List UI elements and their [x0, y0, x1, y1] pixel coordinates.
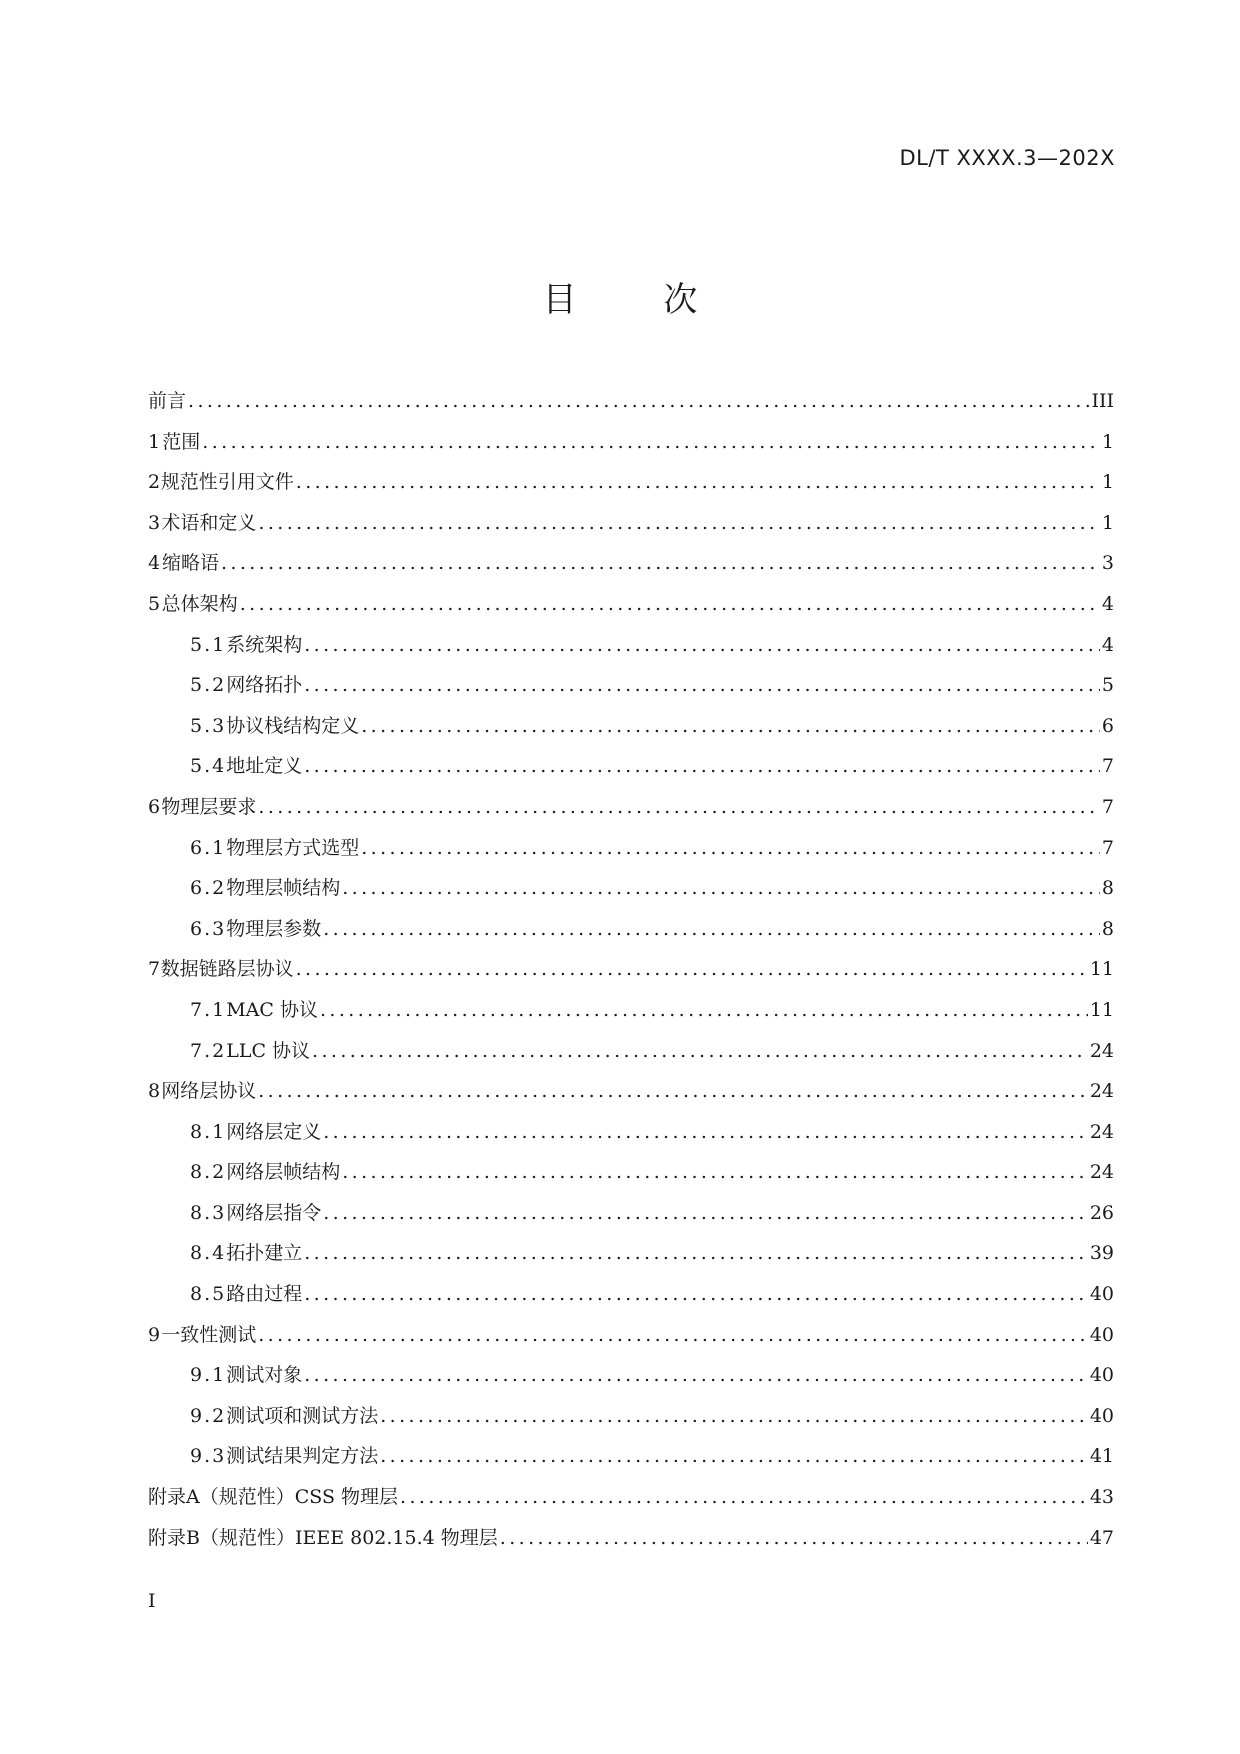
toc-dot-leader: [202, 422, 1100, 463]
toc-entry-number: 9: [148, 1323, 161, 1346]
document-code: DL/T XXXX.3—202X: [899, 146, 1115, 170]
toc-entry-number: 2: [148, 471, 161, 494]
toc-entry-number: 8.4: [190, 1242, 227, 1265]
toc-entry-number: 7.2: [190, 1039, 227, 1062]
table-of-contents: [148, 381, 1114, 1558]
toc-entry-number: 6.1: [190, 836, 227, 859]
toc-entry-number: 6: [148, 795, 161, 818]
toc-dot-leader: [296, 462, 1100, 503]
toc-entry-page: 7: [1101, 836, 1114, 859]
toc-entry-label: 物理层参数: [226, 917, 322, 940]
toc-entry-page: 41: [1089, 1445, 1114, 1468]
toc-dot-leader: [361, 828, 1100, 869]
toc-entry-label: 物理层帧结构: [226, 877, 341, 900]
toc-entry-page: 3: [1101, 552, 1114, 575]
toc-entry-page: 1: [1101, 511, 1114, 534]
toc-entry[interactable]: [148, 787, 1114, 828]
toc-entry-number: 8.1: [190, 1120, 227, 1143]
toc-entry-label: 总体架构: [161, 592, 238, 615]
toc-dot-leader: [380, 1436, 1088, 1477]
toc-entry-number: 9.3: [190, 1445, 227, 1468]
toc-entry-label: LLC 协议: [226, 1039, 311, 1062]
toc-entry[interactable]: [148, 1112, 1114, 1153]
toc-entry[interactable]: [148, 381, 1114, 422]
toc-entry-page: 40: [1089, 1404, 1114, 1427]
toc-dot-leader: [380, 1396, 1088, 1437]
toc-entry-number: 5: [148, 592, 161, 615]
toc-dot-leader: [323, 1112, 1088, 1153]
toc-entry-number: 9.2: [190, 1404, 227, 1427]
toc-entry-number: 8.3: [190, 1201, 227, 1224]
toc-entry-label: 协议栈结构定义: [226, 714, 360, 737]
toc-entry-number: 4: [148, 552, 161, 575]
toc-entry[interactable]: [148, 665, 1114, 706]
toc-entry-page: 6: [1101, 714, 1114, 737]
toc-entry[interactable]: [148, 1193, 1114, 1234]
toc-entry-page: 7: [1101, 755, 1114, 778]
toc-annex-entry[interactable]: [148, 1477, 1114, 1518]
annex-tag: 附录B（规范性）: [148, 1526, 295, 1549]
toc-dot-leader: [221, 543, 1100, 584]
toc-entry-label: CSS 物理层: [294, 1486, 399, 1509]
toc-entry[interactable]: [148, 1274, 1114, 1315]
toc-entry-number: 5.3: [190, 714, 227, 737]
toc-dot-leader: [400, 1477, 1088, 1518]
toc-dot-leader: [258, 1071, 1088, 1112]
toc-entry-label: MAC 协议: [226, 998, 318, 1021]
toc-entry-label: 系统架构: [226, 633, 303, 656]
toc-entry-page: 8: [1101, 917, 1114, 940]
toc-entry-number: 9.1: [190, 1364, 227, 1387]
page-title: 目 次: [542, 280, 736, 320]
toc-entry[interactable]: [148, 828, 1114, 869]
toc-annex-entry[interactable]: [148, 1518, 1114, 1559]
toc-entry-label: 物理层方式选型: [226, 836, 360, 859]
toc-entry-page: 11: [1089, 958, 1114, 981]
toc-entry-page: 43: [1089, 1486, 1114, 1509]
toc-entry[interactable]: [148, 625, 1114, 666]
toc-entry[interactable]: [148, 503, 1114, 544]
toc-entry-label: 物理层要求: [161, 795, 257, 818]
toc-entry[interactable]: [148, 1071, 1114, 1112]
toc-entry-label: 测试结果判定方法: [226, 1445, 379, 1468]
toc-entry-page: 11: [1089, 998, 1114, 1021]
toc-dot-leader: [304, 1355, 1088, 1396]
toc-dot-leader: [304, 746, 1100, 787]
toc-dot-leader: [323, 1193, 1088, 1234]
toc-entry[interactable]: [148, 909, 1114, 950]
toc-entry[interactable]: [148, 462, 1114, 503]
toc-entry-number: 3: [148, 511, 161, 534]
toc-entry-label: 范围: [162, 430, 201, 453]
toc-entry[interactable]: [148, 949, 1114, 990]
toc-entry[interactable]: [148, 1031, 1114, 1072]
toc-dot-leader: [500, 1518, 1088, 1559]
toc-entry-number: 8.2: [190, 1161, 227, 1184]
toc-dot-leader: [323, 909, 1100, 950]
toc-entry-label: 规范性引用文件: [160, 471, 294, 494]
toc-entry[interactable]: [148, 1152, 1114, 1193]
toc-entry-number: 5.2: [190, 674, 227, 697]
toc-entry-number: 1: [148, 430, 161, 453]
toc-dot-leader: [296, 949, 1088, 990]
toc-entry-number: 6.3: [190, 917, 227, 940]
toc-dot-leader: [320, 990, 1088, 1031]
toc-entry-label: 术语和定义: [161, 511, 257, 534]
toc-entry-page: 24: [1089, 1161, 1114, 1184]
toc-entry-label: IEEE 802.15.4 物理层: [294, 1526, 498, 1549]
toc-entry[interactable]: [148, 746, 1114, 787]
toc-entry[interactable]: [148, 1315, 1114, 1356]
toc-entry[interactable]: [148, 868, 1114, 909]
toc-entry-label: 测试项和测试方法: [226, 1404, 379, 1427]
toc-entry-label: 缩略语: [161, 552, 219, 575]
toc-entry-page: 39: [1089, 1242, 1114, 1265]
toc-entry[interactable]: [148, 1233, 1114, 1274]
toc-entry-number: 5.4: [190, 755, 227, 778]
toc-entry-page: 40: [1089, 1283, 1114, 1306]
toc-entry-label: 一致性测试: [161, 1323, 257, 1346]
toc-entry[interactable]: [148, 422, 1114, 463]
toc-entry[interactable]: [148, 543, 1114, 584]
toc-entry[interactable]: [148, 1396, 1114, 1437]
toc-entry[interactable]: [148, 584, 1114, 625]
toc-entry-number: 6.2: [190, 877, 227, 900]
toc-entry-label: 前言: [148, 390, 187, 412]
toc-entry-label: 数据链路层协议: [160, 958, 294, 981]
toc-dot-leader: [304, 625, 1100, 666]
toc-entry-page: 5: [1101, 674, 1114, 697]
toc-entry-number: 8: [148, 1080, 161, 1103]
toc-entry[interactable]: [148, 990, 1114, 1031]
toc-entry-page: 4: [1101, 592, 1114, 615]
toc-dot-leader: [188, 381, 1089, 422]
toc-dot-leader: [304, 1233, 1088, 1274]
toc-dot-leader: [312, 1031, 1088, 1072]
toc-entry-page: 40: [1089, 1323, 1114, 1346]
toc-entry-number: 5.1: [190, 633, 227, 656]
toc-entry-page: 24: [1089, 1039, 1114, 1062]
toc-entry-page: 24: [1089, 1120, 1114, 1143]
toc-dot-leader: [240, 584, 1100, 625]
toc-entry-page: 7: [1101, 795, 1114, 818]
toc-entry-number: 7.1: [190, 998, 227, 1021]
toc-dot-leader: [258, 503, 1100, 544]
toc-entry-label: 网络层指令: [226, 1201, 322, 1224]
annex-tag: 附录A（规范性）: [148, 1486, 295, 1509]
toc-dot-leader: [304, 665, 1100, 706]
toc-entry-page: 1: [1101, 430, 1114, 453]
toc-dot-leader: [304, 1274, 1088, 1315]
toc-entry-label: 网络层定义: [226, 1120, 322, 1143]
toc-entry-page: 24: [1089, 1080, 1114, 1103]
toc-entry[interactable]: [148, 1436, 1114, 1477]
toc-entry[interactable]: [148, 706, 1114, 747]
toc-entry-label: 路由过程: [226, 1283, 303, 1306]
toc-entry[interactable]: [148, 1355, 1114, 1396]
toc-entry-page: 8: [1101, 877, 1114, 900]
toc-dot-leader: [342, 1152, 1088, 1193]
page-number: I: [148, 1590, 156, 1612]
toc-dot-leader: [342, 868, 1100, 909]
toc-entry-page: 40: [1089, 1364, 1114, 1387]
toc-dot-leader: [361, 706, 1100, 747]
toc-entry-number: 8.5: [190, 1283, 227, 1306]
toc-dot-leader: [258, 1315, 1088, 1356]
toc-entry-label: 拓扑建立: [226, 1242, 303, 1265]
toc-entry-label: 网络拓扑: [226, 674, 303, 697]
toc-entry-page: 4: [1101, 633, 1114, 656]
toc-entry-label: 网络层帧结构: [226, 1161, 341, 1184]
toc-entry-page: III: [1091, 390, 1114, 412]
toc-entry-label: 测试对象: [226, 1364, 303, 1387]
toc-entry-label: 地址定义: [226, 755, 303, 778]
toc-entry-label: 网络层协议: [161, 1080, 257, 1103]
toc-entry-page: 47: [1089, 1526, 1114, 1549]
toc-entry-number: 7: [148, 958, 161, 981]
toc-entry-page: 1: [1101, 471, 1114, 494]
toc-entry-page: 26: [1089, 1201, 1114, 1224]
toc-dot-leader: [258, 787, 1100, 828]
